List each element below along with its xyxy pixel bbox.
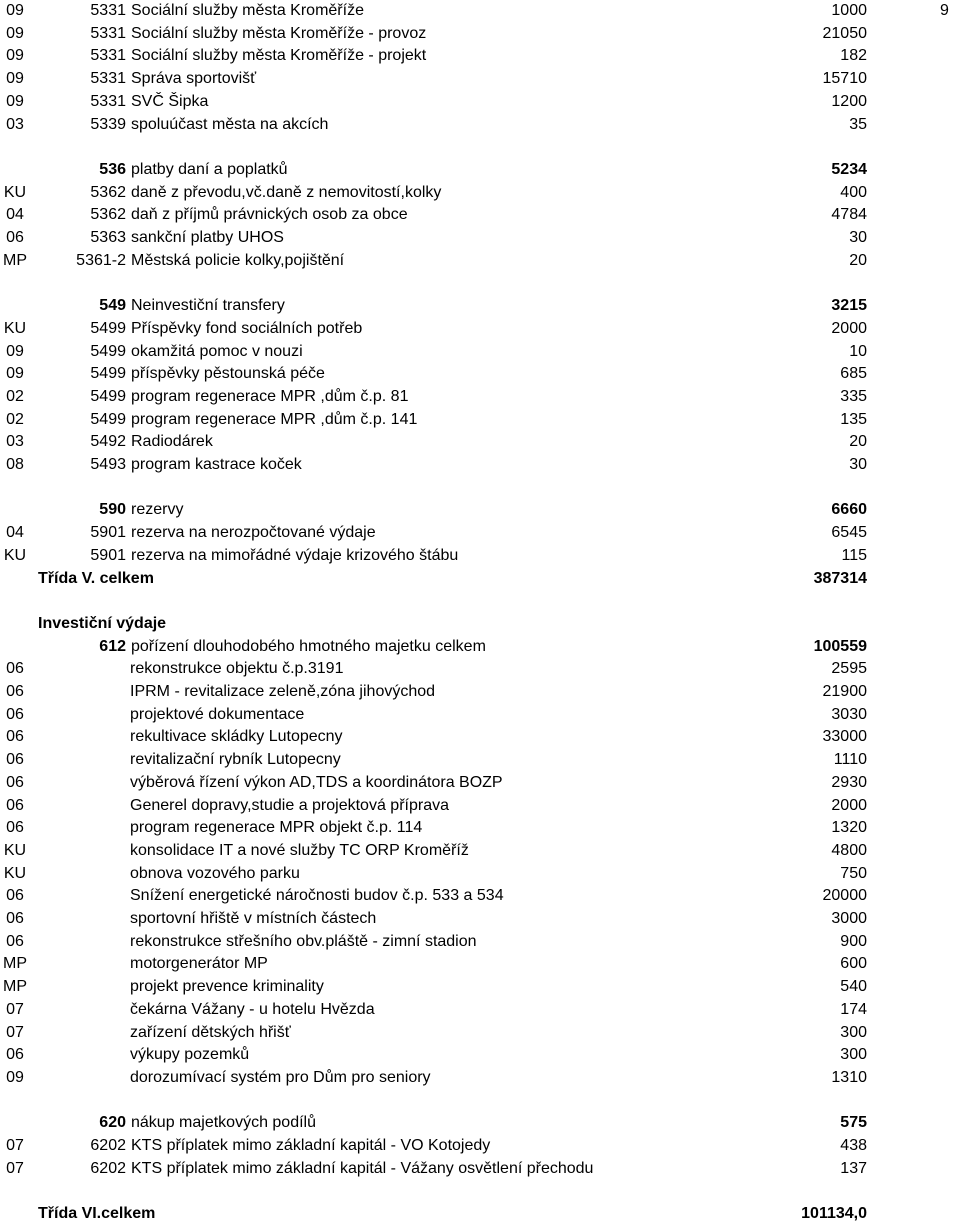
item-description: Sociální služby města Kroměříže - projekt xyxy=(131,47,427,65)
table-row xyxy=(0,1135,960,1157)
table-row xyxy=(0,545,960,567)
department-code: KU xyxy=(3,841,27,859)
department-code: 06 xyxy=(6,751,24,769)
budget-item-code: 5901 xyxy=(90,546,126,564)
item-description: program regenerace MPR objekt č.p. 114 xyxy=(130,819,423,837)
budget-item-code: 5331 xyxy=(90,47,126,65)
table-row xyxy=(0,23,960,45)
department-code: 02 xyxy=(6,410,24,428)
item-amount: 182 xyxy=(840,47,867,65)
item-amount: 21050 xyxy=(822,24,867,42)
department-code: 06 xyxy=(6,910,24,927)
item-description: rekultivace skládky Lutopecny xyxy=(130,728,343,746)
section-title: nákup majetkových podílů xyxy=(131,1114,316,1132)
class-total-row xyxy=(0,1203,960,1225)
item-description: Příspěvky fond sociálních potřeb xyxy=(131,319,363,337)
table-row xyxy=(0,363,960,385)
department-code: MP xyxy=(3,955,27,973)
department-code: KU xyxy=(3,546,27,564)
item-description: rekonstrukce objektu č.p.3191 xyxy=(130,660,344,678)
item-description: rezerva na mimořádné výdaje krizového štábu xyxy=(131,546,459,564)
item-description: Sociální služby města Kroměříže - provoz xyxy=(131,24,427,42)
budget-item-code: 5339 xyxy=(90,115,126,133)
item-amount: 3030 xyxy=(831,705,867,723)
item-description: čekárna Vážany - u hotelu Hvězda xyxy=(130,1000,375,1018)
item-amount: 174 xyxy=(840,1000,867,1018)
item-amount: 685 xyxy=(840,365,867,383)
budget-item-code: 5331 xyxy=(90,24,126,42)
item-description: revitalizační rybník Lutopecny xyxy=(130,751,341,769)
department-code: 09 xyxy=(6,70,24,88)
table-row xyxy=(0,114,960,136)
section-title: rezervy xyxy=(131,501,184,519)
table-row xyxy=(0,772,960,794)
item-description: Sociální služby města Kroměříže xyxy=(131,2,364,19)
table-row xyxy=(0,681,960,703)
table-row xyxy=(0,817,960,839)
item-amount: 15710 xyxy=(822,70,867,88)
department-code: 09 xyxy=(6,47,24,65)
table-row xyxy=(0,953,960,975)
item-amount: 20 xyxy=(849,433,867,451)
table-row xyxy=(0,999,960,1021)
table-row xyxy=(0,454,960,476)
budget-item-code: 5492 xyxy=(90,433,126,451)
item-amount: 20000 xyxy=(822,887,867,905)
department-code: 06 xyxy=(6,819,24,837)
item-amount: 600 xyxy=(840,955,867,973)
item-amount: 900 xyxy=(840,932,867,950)
section-total: 5234 xyxy=(831,160,867,178)
item-description: rezerva na nerozpočtované výdaje xyxy=(131,524,376,542)
budget-item-code: 5361-2 xyxy=(76,251,126,269)
section-code: 536 xyxy=(99,160,126,178)
department-code: 04 xyxy=(6,206,24,224)
table-row xyxy=(0,1158,960,1180)
section-title: pořízení dlouhodobého hmotného majetku celkem xyxy=(131,637,486,655)
department-code: 06 xyxy=(6,660,24,678)
department-code: 08 xyxy=(6,456,24,473)
department-code: 06 xyxy=(6,932,24,950)
table-row xyxy=(0,204,960,226)
item-description: projektové dokumentace xyxy=(130,705,305,723)
section-code: 590 xyxy=(99,501,126,519)
department-code: 06 xyxy=(6,728,24,746)
item-amount: 1320 xyxy=(831,819,867,837)
item-description: výběrová řízení výkon AD,TDS a koordinátora BOZP xyxy=(130,773,503,791)
department-code: MP xyxy=(3,251,27,269)
department-code: KU xyxy=(3,319,27,337)
table-row xyxy=(0,227,960,249)
department-code: 07 xyxy=(6,1000,24,1018)
department-code: 06 xyxy=(6,773,24,791)
section-header xyxy=(0,1112,960,1134)
item-description: daně z převodu,vč.daně z nemovitostí,kolky xyxy=(131,183,442,201)
item-amount: 1110 xyxy=(833,751,867,769)
item-amount: 1200 xyxy=(831,92,867,110)
item-amount: 438 xyxy=(840,1137,867,1154)
item-amount: 10 xyxy=(849,342,867,360)
page-number: 9 xyxy=(940,2,949,19)
item-amount: 2930 xyxy=(831,773,867,791)
item-description: okamžitá pomoc v nouzi xyxy=(131,342,303,360)
item-description: Generel dopravy,studie a projektová příprava xyxy=(130,796,449,814)
table-row xyxy=(0,0,960,22)
budget-item-code: 5499 xyxy=(90,387,126,405)
department-code: KU xyxy=(3,864,27,882)
department-code: 04 xyxy=(6,524,24,542)
section-header xyxy=(0,159,960,181)
investment-title-row xyxy=(0,613,960,635)
item-amount: 33000 xyxy=(822,728,867,746)
table-row xyxy=(0,704,960,726)
budget-item-code: 5331 xyxy=(90,92,126,110)
table-row xyxy=(0,386,960,408)
item-amount: 1310 xyxy=(831,1068,867,1086)
section-code: 549 xyxy=(99,297,126,315)
item-description: výkupy pozemků xyxy=(130,1046,250,1064)
table-row xyxy=(0,976,960,998)
item-amount: 2000 xyxy=(831,796,867,814)
budget-item-code: 5331 xyxy=(90,2,126,19)
item-description: obnova vozového parku xyxy=(130,864,300,882)
budget-item-code: 5362 xyxy=(90,206,126,224)
item-description: konsolidace IT a nové služby TC ORP Kroměříž xyxy=(130,841,469,859)
department-code: 07 xyxy=(6,1159,24,1177)
budget-item-code: 5499 xyxy=(90,342,126,360)
department-code: 06 xyxy=(6,705,24,723)
item-description: program regenerace MPR ,dům č.p. 141 xyxy=(131,410,418,428)
table-row xyxy=(0,840,960,862)
budget-item-code: 5901 xyxy=(90,524,126,542)
department-code: 09 xyxy=(6,365,24,383)
budget-item-code: 5363 xyxy=(90,229,126,246)
table-row xyxy=(0,250,960,272)
item-amount: 540 xyxy=(840,978,867,996)
budget-item-code: 6202 xyxy=(90,1159,126,1177)
investment-title: Investiční výdaje xyxy=(38,614,167,632)
budget-item-code: 5493 xyxy=(90,456,126,473)
department-code: 06 xyxy=(6,887,24,905)
department-code: 09 xyxy=(6,342,24,360)
department-code: 07 xyxy=(6,1137,24,1154)
budget-item-code: 5499 xyxy=(90,319,126,337)
table-row xyxy=(0,1044,960,1066)
item-description: motorgenerátor MP xyxy=(130,955,268,973)
department-code: 06 xyxy=(6,229,24,246)
table-row xyxy=(0,658,960,680)
item-amount: 400 xyxy=(840,183,867,201)
department-code: MP xyxy=(3,978,27,996)
section-code: 620 xyxy=(99,1114,126,1132)
item-description: Správa sportovišť xyxy=(131,70,257,88)
section-title: Neinvestiční transfery xyxy=(131,297,285,315)
item-amount: 750 xyxy=(840,864,867,882)
section-header xyxy=(0,636,960,658)
item-description: KTS příplatek mimo základní kapitál - Vážany osvětlení přechodu xyxy=(131,1159,594,1177)
item-description: Snížení energetické náročnosti budov č.p. 533 a 534 xyxy=(130,887,504,905)
item-amount: 35 xyxy=(849,115,867,133)
item-amount: 1000 xyxy=(831,2,867,19)
department-code: 09 xyxy=(6,92,24,110)
table-row xyxy=(0,409,960,431)
class-total-row xyxy=(0,568,960,590)
table-row xyxy=(0,749,960,771)
item-description: Radiodárek xyxy=(131,433,213,451)
department-code: 02 xyxy=(6,387,24,405)
item-amount: 6545 xyxy=(831,524,867,542)
table-row xyxy=(0,931,960,953)
department-code: 06 xyxy=(6,683,24,700)
item-description: projekt prevence kriminality xyxy=(130,978,324,996)
item-amount: 21900 xyxy=(822,683,867,700)
item-description: dorozumívací systém pro Dům pro seniory xyxy=(130,1068,431,1086)
department-code: 09 xyxy=(6,24,24,42)
budget-item-code: 5362 xyxy=(90,183,126,201)
item-amount: 4784 xyxy=(831,206,867,224)
class-total-label: Třída VI.celkem xyxy=(38,1205,156,1223)
department-code: 07 xyxy=(6,1023,24,1041)
table-row xyxy=(0,1022,960,1044)
budget-item-code: 6202 xyxy=(90,1137,126,1154)
section-header xyxy=(0,499,960,521)
item-amount: 335 xyxy=(840,387,867,405)
item-amount: 2000 xyxy=(831,319,867,337)
table-row xyxy=(0,522,960,544)
table-row xyxy=(0,68,960,90)
item-amount: 30 xyxy=(849,229,867,246)
department-code: KU xyxy=(3,183,27,201)
table-row xyxy=(0,318,960,340)
item-amount: 115 xyxy=(841,546,867,564)
item-amount: 300 xyxy=(840,1046,867,1064)
section-title: platby daní a poplatků xyxy=(131,160,288,178)
budget-item-code: 5499 xyxy=(90,365,126,383)
item-amount: 2595 xyxy=(831,660,867,678)
item-amount: 135 xyxy=(840,410,867,428)
item-description: program regenerace MPR ,dům č.p. 81 xyxy=(131,387,409,405)
item-amount: 137 xyxy=(840,1159,867,1177)
class-total-amount: 101134,0 xyxy=(801,1205,867,1223)
item-description: sportovní hřiště v místních částech xyxy=(130,910,377,927)
department-code: 09 xyxy=(6,2,24,19)
item-description: rekonstrukce střešního obv.pláště - zimní stadion xyxy=(130,932,477,950)
table-row xyxy=(0,431,960,453)
section-code: 612 xyxy=(99,637,126,655)
item-amount: 3000 xyxy=(831,910,867,927)
department-code: 03 xyxy=(6,115,24,133)
class-total-label: Třída V. celkem xyxy=(38,569,154,587)
item-description: zařízení dětských hřišť xyxy=(130,1023,291,1041)
section-header xyxy=(0,295,960,317)
department-code: 09 xyxy=(6,1068,24,1086)
table-row xyxy=(0,1067,960,1089)
item-amount: 20 xyxy=(849,251,867,269)
table-row xyxy=(0,863,960,885)
item-description: Městská policie kolky,pojištění xyxy=(131,251,345,269)
item-description: SVČ Šipka xyxy=(131,92,209,110)
table-row xyxy=(0,908,960,930)
budget-item-code: 5499 xyxy=(90,410,126,428)
item-description: sankční platby UHOS xyxy=(131,229,284,246)
table-row xyxy=(0,182,960,204)
item-amount: 300 xyxy=(840,1023,867,1041)
item-description: spoluúčast města na akcích xyxy=(131,115,329,133)
department-code: 06 xyxy=(6,796,24,814)
item-description: příspěvky pěstounská péče xyxy=(131,365,325,383)
item-description: daň z příjmů právnických osob za obce xyxy=(131,206,408,224)
item-amount: 30 xyxy=(849,456,867,473)
department-code: 03 xyxy=(6,433,24,451)
table-row xyxy=(0,726,960,748)
table-row xyxy=(0,341,960,363)
class-total-amount: 387314 xyxy=(813,569,867,587)
item-description: IPRM - revitalizace zeleně,zóna jihovýchod xyxy=(130,683,436,700)
item-description: KTS příplatek mimo základní kapitál - VO Kotojedy xyxy=(131,1137,491,1154)
section-total: 6660 xyxy=(831,501,867,519)
item-description: program kastrace koček xyxy=(131,456,302,473)
table-row xyxy=(0,45,960,67)
section-total: 575 xyxy=(840,1114,867,1132)
section-total: 100559 xyxy=(813,637,867,655)
department-code: 06 xyxy=(6,1046,24,1064)
table-row xyxy=(0,885,960,907)
budget-item-code: 5331 xyxy=(90,70,126,88)
table-row xyxy=(0,91,960,113)
item-amount: 4800 xyxy=(831,841,867,859)
table-row xyxy=(0,795,960,817)
section-total: 3215 xyxy=(831,297,867,315)
